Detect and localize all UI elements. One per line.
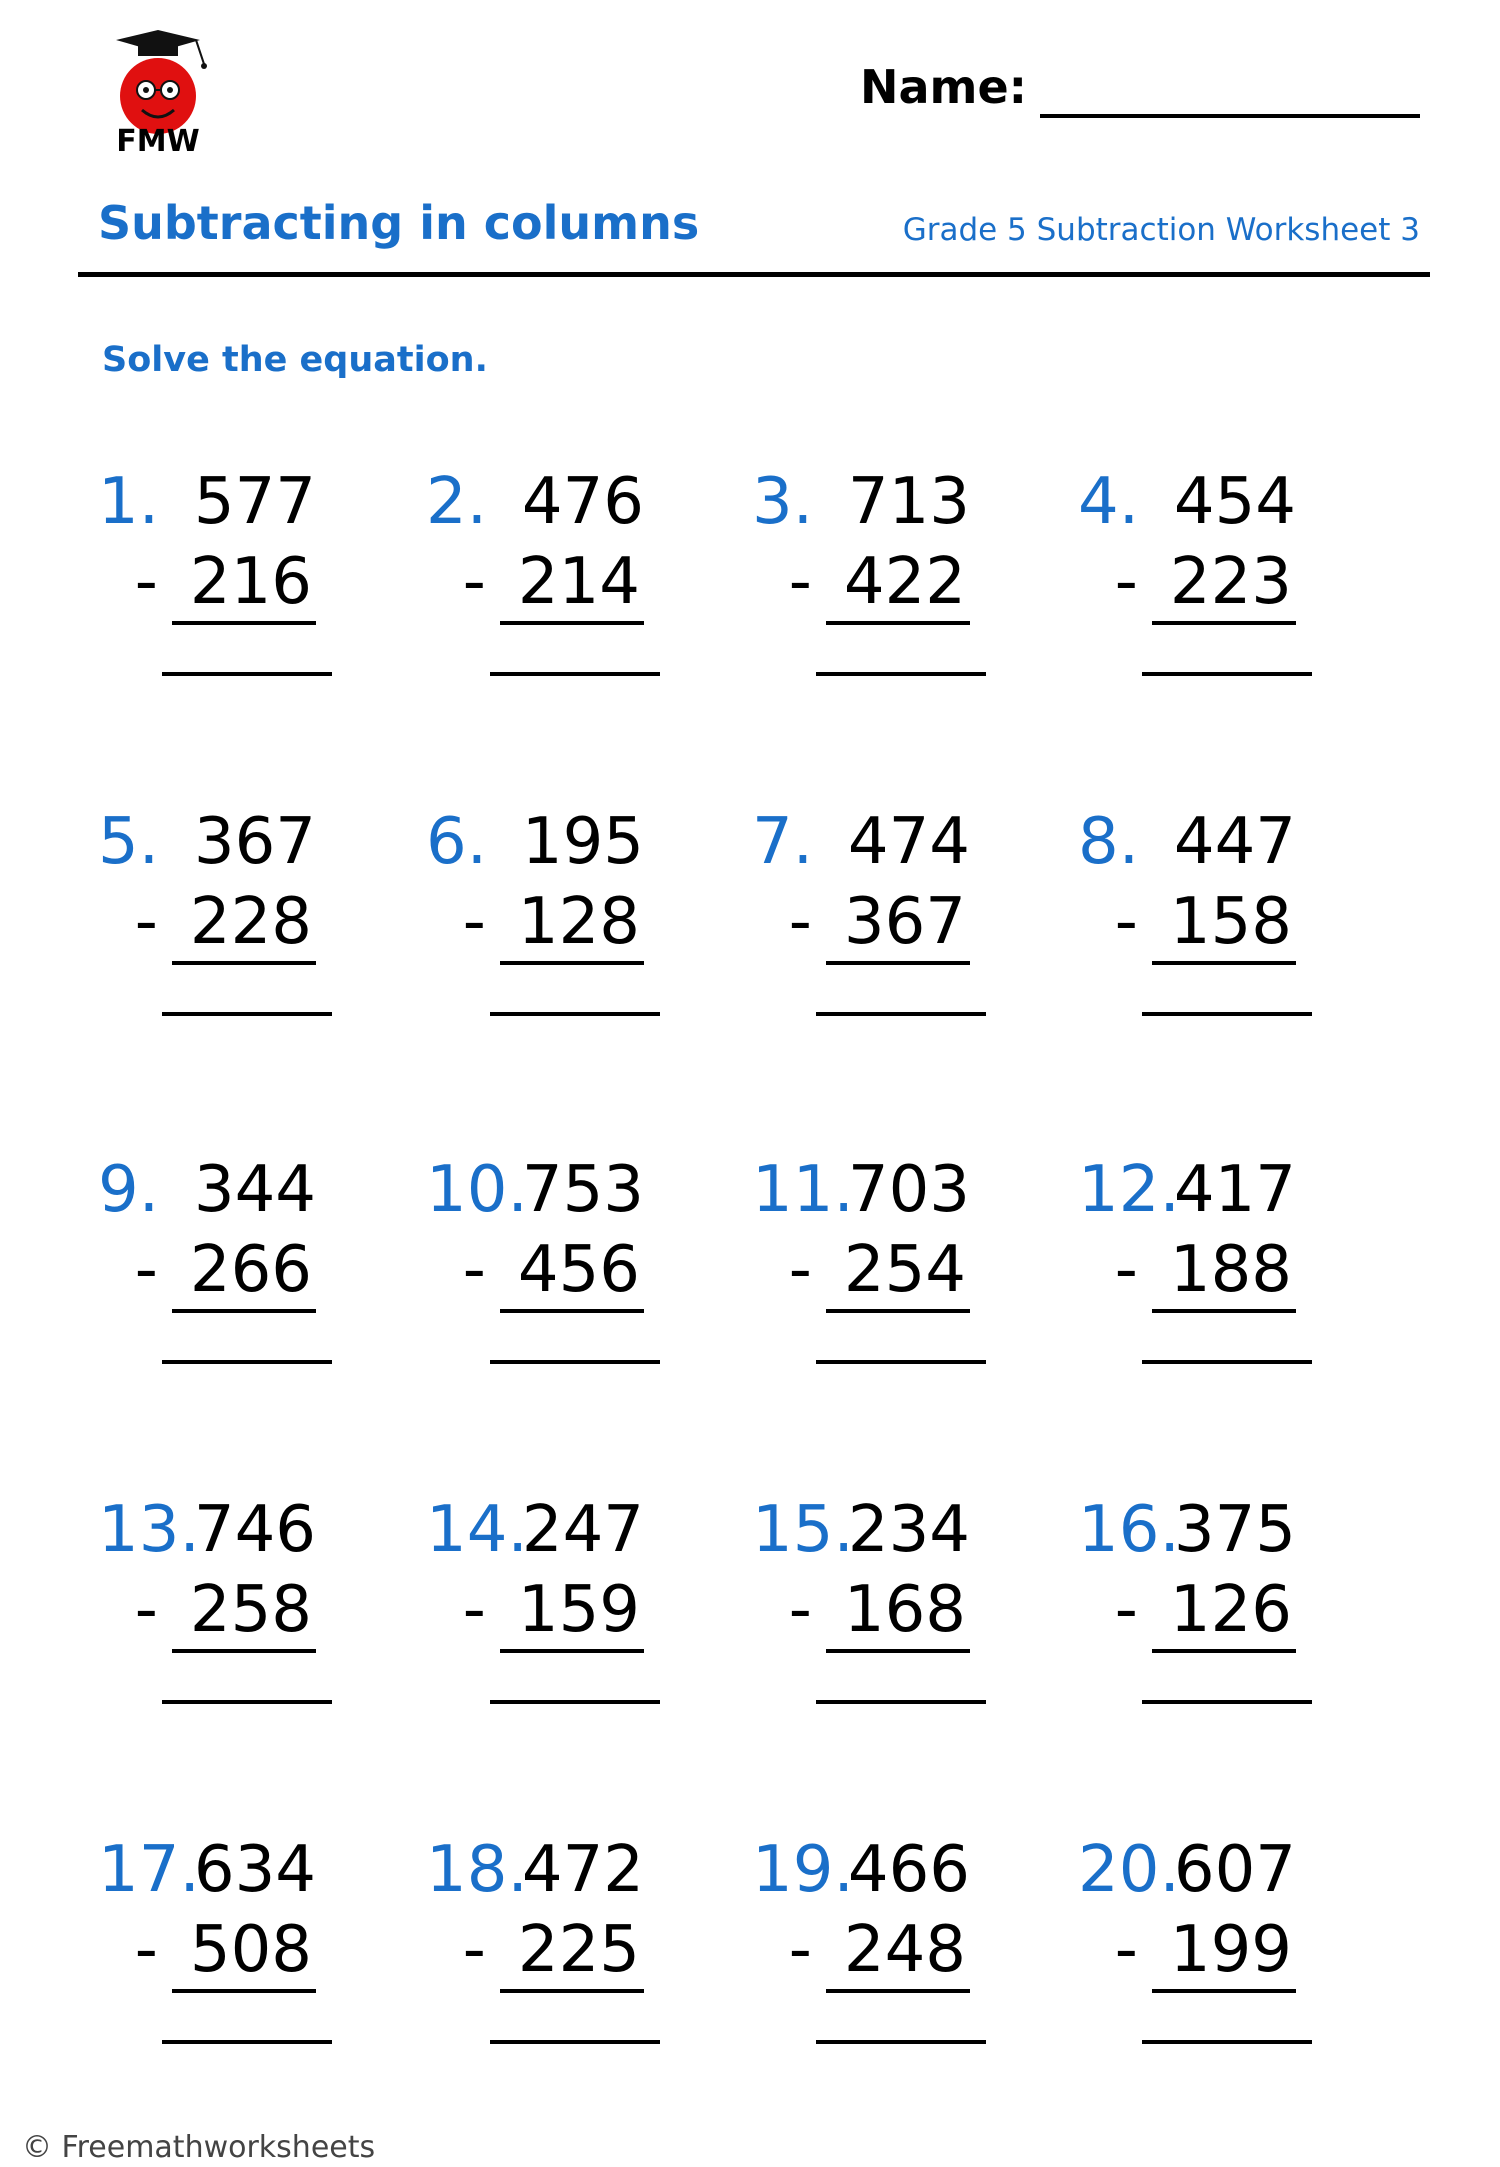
worksheet-subtitle: Grade 5 Subtraction Worksheet 3 [902,212,1420,248]
minuend: 367 [193,805,316,879]
subtraction-row [1115,1570,1296,1653]
subtrahend: 128 [500,885,644,965]
problem-number: 20. [1078,1833,1180,1907]
answer-line[interactable] [816,1700,986,1704]
answer-line[interactable] [1142,1012,1312,1016]
answer-line[interactable] [162,672,332,676]
problem-3 [752,462,1002,722]
subtrahend: 266 [172,1233,316,1313]
minuend: 713 [847,465,970,539]
subtrahend: 223 [1152,545,1296,625]
subtrahend: 508 [172,1913,316,1993]
minuend: 577 [193,465,316,539]
minus-sign: - [462,1573,486,1647]
minuend: 607 [1173,1833,1296,1907]
subtrahend: 456 [500,1233,644,1313]
logo-text: FMW [116,124,200,159]
answer-line[interactable] [490,672,660,676]
subtrahend: 225 [500,1913,644,1993]
answer-line[interactable] [816,672,986,676]
problem-16 [1078,1490,1328,1750]
name-label: Name: [860,60,1028,114]
subtraction-row [135,1230,316,1313]
problem-number: 4. [1078,465,1140,539]
minus-sign: - [134,1913,158,1987]
answer-line[interactable] [1142,1700,1312,1704]
copyright-footer: © Freemathworksheets [22,2130,376,2165]
minus-sign: - [1114,545,1138,619]
minuend: 474 [847,805,970,879]
minus-sign: - [134,1233,158,1307]
subtrahend: 126 [1152,1573,1296,1653]
minus-sign: - [1114,1913,1138,1987]
minus-sign: - [788,885,812,959]
subtraction-row [463,1230,644,1313]
problem-number: 3. [752,465,814,539]
page-title: Subtracting in columns [98,196,700,250]
subtrahend: 254 [826,1233,970,1313]
subtrahend: 159 [500,1573,644,1653]
subtraction-row [135,1570,316,1653]
problem-number: 18. [426,1833,528,1907]
subtrahend: 216 [172,545,316,625]
answer-line[interactable] [490,2040,660,2044]
answer-line[interactable] [490,1700,660,1704]
subtrahend: 199 [1152,1913,1296,1993]
problem-number: 6. [426,805,488,879]
minus-sign: - [1114,885,1138,959]
minuend: 195 [521,805,644,879]
problem-number: 12. [1078,1153,1180,1227]
minuend: 753 [521,1153,644,1227]
problem-10 [426,1150,676,1410]
minus-sign: - [462,545,486,619]
problem-number: 8. [1078,805,1140,879]
problem-number: 19. [752,1833,854,1907]
minuend: 447 [1173,805,1296,879]
answer-line[interactable] [1142,2040,1312,2044]
answer-line[interactable] [1142,672,1312,676]
problem-number: 16. [1078,1493,1180,1567]
subtrahend: 168 [826,1573,970,1653]
header-divider [78,272,1430,277]
subtraction-row [1115,542,1296,625]
subtrahend: 214 [500,545,644,625]
problem-2 [426,462,676,722]
subtraction-row [135,882,316,965]
minuend: 454 [1173,465,1296,539]
problem-5 [98,802,348,1062]
problem-6 [426,802,676,1062]
subtrahend: 188 [1152,1233,1296,1313]
problem-1 [98,462,348,722]
problem-11 [752,1150,1002,1410]
problem-number: 10. [426,1153,528,1227]
minus-sign: - [788,1233,812,1307]
problem-14 [426,1490,676,1750]
subtraction-row [1115,882,1296,965]
problem-number: 1. [98,465,160,539]
subtraction-row [789,1570,970,1653]
problem-number: 7. [752,805,814,879]
subtrahend: 422 [826,545,970,625]
minus-sign: - [462,1913,486,1987]
answer-line[interactable] [816,1012,986,1016]
problem-number: 5. [98,805,160,879]
subtraction-row [789,1230,970,1313]
minuend: 344 [193,1153,316,1227]
subtraction-row [789,1910,970,1993]
minus-sign: - [1114,1233,1138,1307]
problem-7 [752,802,1002,1062]
answer-line[interactable] [162,1012,332,1016]
subtrahend: 248 [826,1913,970,1993]
minuend: 417 [1173,1153,1296,1227]
problem-number: 17. [98,1833,200,1907]
answer-line[interactable] [816,1360,986,1364]
minus-sign: - [134,1573,158,1647]
minus-sign: - [788,1573,812,1647]
answer-line[interactable] [490,1360,660,1364]
minuend: 234 [847,1493,970,1567]
answer-line[interactable] [162,2040,332,2044]
minuend: 466 [847,1833,970,1907]
minus-sign: - [134,545,158,619]
minus-sign: - [788,545,812,619]
minuend: 472 [521,1833,644,1907]
minus-sign: - [134,885,158,959]
problem-4 [1078,462,1328,722]
instruction-text: Solve the equation. [102,340,488,380]
subtraction-row [463,542,644,625]
subtrahend: 228 [172,885,316,965]
subtraction-row [1115,1230,1296,1313]
subtrahend: 258 [172,1573,316,1653]
minuend: 247 [521,1493,644,1567]
problem-9 [98,1150,348,1410]
problem-number: 11. [752,1153,854,1227]
problem-8 [1078,802,1328,1062]
answer-line[interactable] [1142,1360,1312,1364]
subtraction-row [135,542,316,625]
problem-17 [98,1830,348,2090]
subtraction-row [1115,1910,1296,1993]
problem-20 [1078,1830,1328,2090]
subtraction-row [789,542,970,625]
problem-number: 9. [98,1153,160,1227]
subtraction-row [463,1570,644,1653]
answer-line[interactable] [162,1360,332,1364]
problem-number: 15. [752,1493,854,1567]
minus-sign: - [462,885,486,959]
subtrahend: 158 [1152,885,1296,965]
problem-number: 13. [98,1493,200,1567]
problem-15 [752,1490,1002,1750]
subtraction-row [135,1910,316,1993]
problem-18 [426,1830,676,2090]
subtraction-row [463,1910,644,1993]
minuend: 375 [1173,1493,1296,1567]
subtrahend: 367 [826,885,970,965]
problem-number: 14. [426,1493,528,1567]
answer-line[interactable] [162,1700,332,1704]
minus-sign: - [1114,1573,1138,1647]
minuend: 476 [521,465,644,539]
subtraction-row [789,882,970,965]
minuend: 634 [193,1833,316,1907]
name-field-line[interactable] [1040,114,1420,118]
problem-19 [752,1830,1002,2090]
answer-line[interactable] [490,1012,660,1016]
problem-number: 2. [426,465,488,539]
minuend: 746 [193,1493,316,1567]
subtraction-row [463,882,644,965]
minuend: 703 [847,1153,970,1227]
minus-sign: - [788,1913,812,1987]
problem-12 [1078,1150,1328,1410]
answer-line[interactable] [816,2040,986,2044]
minus-sign: - [462,1233,486,1307]
problem-13 [98,1490,348,1750]
